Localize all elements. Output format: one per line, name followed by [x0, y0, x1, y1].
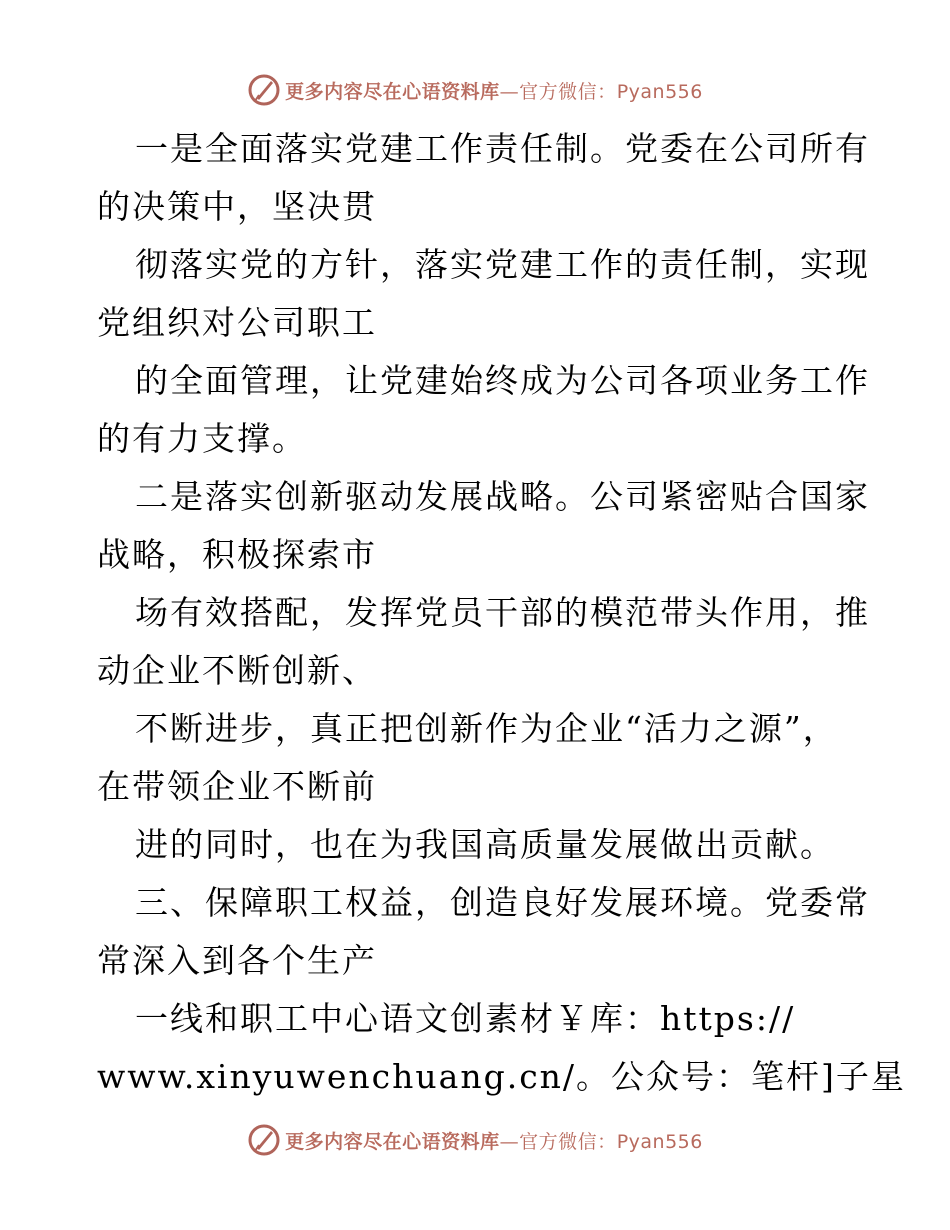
body-line: 战略，积极探索市	[97, 535, 377, 574]
body-line: 的全面管理，让党建始终成为公司各项业务工作	[135, 361, 870, 400]
banner-wechat-id: Pyan556	[616, 80, 703, 103]
body-line: 常深入到各个生产	[97, 941, 377, 980]
quill-logo-icon	[247, 73, 281, 107]
body-line: 的有力支撑。	[97, 419, 307, 458]
body-line: www.xinyuwenchuang.cn/。公众号：笔杆]子星	[97, 1057, 906, 1096]
body-line: 动企业不断创新、	[97, 651, 377, 690]
header-banner	[0, 70, 950, 110]
banner-separator: —	[499, 80, 520, 103]
body-line: 不断进步，真正把创新作为企业“活力之源”，	[135, 709, 838, 748]
body-line: 三、保障职工权益，创造良好发展环境。党委常	[135, 883, 870, 922]
body-line: 一是全面落实党建工作责任制。党委在公司所有	[135, 129, 870, 168]
document-body	[97, 120, 906, 1106]
banner-wechat-label: 官方微信：	[519, 80, 617, 103]
body-line: 在带领企业不断前	[97, 767, 377, 806]
banner-wechat-label: 官方微信：	[519, 1130, 617, 1153]
footer-banner	[0, 1120, 950, 1160]
body-line: 彻落实党的方针，落实党建工作的责任制，实现	[135, 245, 870, 284]
body-line: 一线和职工中心语文创素材￥库：https://	[135, 999, 796, 1038]
body-line: 进的同时，也在为我国高质量发展做出贡献。	[135, 825, 835, 864]
body-line: 党组织对公司职工	[97, 303, 377, 342]
body-line: 场有效搭配，发挥党员干部的模范带头作用，推	[135, 593, 870, 632]
banner-wechat-id: Pyan556	[616, 1130, 703, 1153]
banner-separator: —	[499, 1130, 520, 1153]
body-line: 二是落实创新驱动发展战略。公司紧密贴合国家	[135, 477, 870, 516]
banner-brand-text: 更多内容尽在心语资料库	[285, 80, 500, 103]
quill-logo-icon	[247, 1123, 281, 1157]
banner-brand-text: 更多内容尽在心语资料库	[285, 1130, 500, 1153]
body-line: 的决策中，坚决贯	[97, 187, 377, 226]
